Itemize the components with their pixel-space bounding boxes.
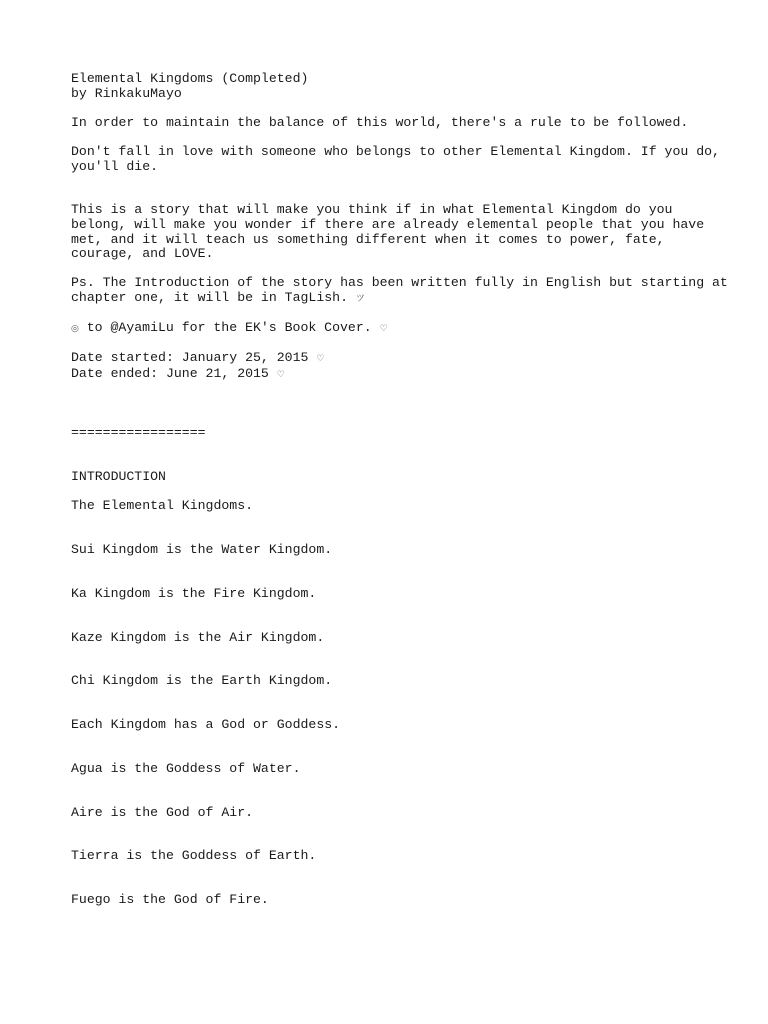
ps-line-2 — [71, 291, 711, 307]
intro-line: Agua is the Goddess of Water. — [71, 760, 301, 776]
heart-icon: ♡ — [316, 354, 325, 365]
date-ended-line — [71, 367, 711, 383]
intro-line: Aire is the God of Air. — [71, 804, 254, 820]
intro-line: Kaze Kingdom is the Air Kingdom. — [71, 629, 325, 645]
warning-line-2: you'll die. — [71, 158, 159, 174]
rule-text: In order to maintain the balance of this world, there's a rule to be followed. — [71, 114, 689, 130]
intro-line: Sui Kingdom is the Water Kingdom. — [71, 542, 333, 558]
intro-line: Tierra is the Goddess of Earth. — [71, 848, 317, 864]
ps-line-1: Ps. The Introduction of the story has been written fully in English but starting at — [71, 275, 728, 291]
intro-line: Fuego is the God of Fire. — [71, 892, 269, 908]
section-divider: ================= — [71, 425, 206, 441]
intro-line: The Elemental Kingdoms. — [71, 498, 254, 514]
story-line-2: belong, will make you wonder if there are already elemental people that you have — [71, 216, 705, 232]
heart-icon: ♡ — [276, 369, 285, 380]
intro-line: Ka Kingdom is the Fire Kingdom. — [71, 585, 317, 601]
story-line-4: courage, and LOVE. — [71, 246, 214, 262]
heart-icon: ♡ — [379, 324, 388, 335]
ps-line-2-text: chapter one, it will be in TagLish. — [71, 289, 348, 305]
story-line-1: This is a story that will make you think if in what Elemental Kingdom do you — [71, 202, 673, 218]
intro-line: Chi Kingdom is the Earth Kingdom. — [71, 673, 333, 689]
intro-line: Each Kingdom has a God or Goddess. — [71, 717, 341, 733]
introduction-heading: INTRODUCTION — [71, 469, 166, 485]
story-title: Elemental Kingdoms (Completed) — [71, 71, 309, 86]
credit-line — [71, 321, 711, 337]
document-page — [71, 71, 728, 908]
story-author: by RinkakuMayo — [71, 85, 182, 101]
story-line-3: met, and it will teach us something different when it comes to power, fate, — [71, 231, 665, 247]
warning-line-1: Don't fall in love with someone who belongs to other Elemental Kingdom. If you do, — [71, 143, 720, 159]
date-ended: Date ended: June 21, 2015 — [71, 365, 277, 381]
date-started-line — [71, 351, 711, 367]
date-started: Date started: January 25, 2015 — [71, 350, 317, 366]
circle-icon: ◎ — [71, 324, 79, 335]
smiley-icon: ツ — [355, 293, 365, 304]
credit-text: to @AyamiLu for the EK's Book Cover. — [78, 320, 380, 336]
